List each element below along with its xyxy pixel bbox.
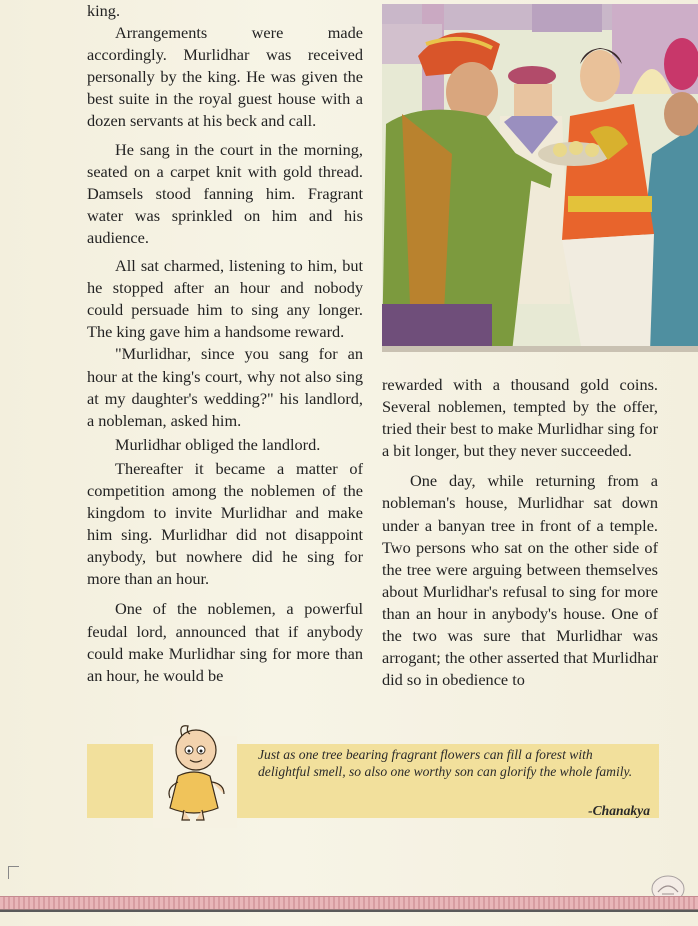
story-column-right: [382, 374, 658, 691]
story-paragraph: One of the noblemen, a powerful feudal lord, announced that if anybody could make Murlidhar sing for more than an hour, he would be: [87, 599, 363, 685]
story-paragraph: Arrangements were made accordingly. Murlidhar was received personally by the king. He was given the best suite in the royal guest house with a dozen servants at his beck and call.: [87, 23, 363, 131]
story-paragraph: Murlidhar obliged the landlord.: [115, 434, 321, 454]
story-illustration: [382, 4, 698, 352]
story-paragraph: Thereafter it became a matter of competition among the noblemen of the kingdom to invite Murlidhar and make him sing. Murlidhar did not disappoint anybody, but nowhere did he sing for more than an hour.: [87, 458, 363, 589]
story-paragraph: rewarded with a thousand gold coins. Several noblemen, tempted by the offer, tried their best to make Murlidhar sing for a bit longer, but they never succeeded.: [382, 375, 658, 461]
story-paragraph: One day, while returning from a nobleman's house, Murlidhar sat down under a banyan tree in front of a temple. Two persons who sat on the other side of the tree were arguing between themselves about Murlidhar's refusal to sing for more than an hour in anybody's house. One of the two was sure that Murlidhar was arrogant; the other asserted that Murlidhar did so in obedience to: [382, 471, 658, 690]
story-paragraph: king.: [87, 1, 121, 20]
margin-crop-mark: [8, 866, 19, 879]
bottom-border-line: [0, 910, 698, 912]
mascot-boy-icon: [158, 722, 232, 824]
quote-author: -Chanakya: [588, 803, 650, 818]
story-paragraph: He sang in the court in the morning, seated on a carpet knit with gold thread. Damsels stood fanning him. Fragrant water was sprinkled on him and his audience.: [87, 139, 363, 247]
story-paragraph: "Murlidhar, since you sang for an hour at the king's court, why not also sing at my daughter's wedding?" his landlord, a nobleman, asked him.: [87, 344, 363, 430]
story-paragraph: All sat charmed, listening to him, but he stopped after an hour and nobody could persuade him to sing any longer. The king gave him a handsome reward.: [87, 256, 363, 342]
story-column-left: [87, 0, 363, 687]
bottom-decorative-strip: [0, 896, 698, 910]
quote-text: Just as one tree bearing fragrant flowers can fill a forest with delightful smell, so also one worthy son can glorify the whole family.: [258, 747, 633, 779]
